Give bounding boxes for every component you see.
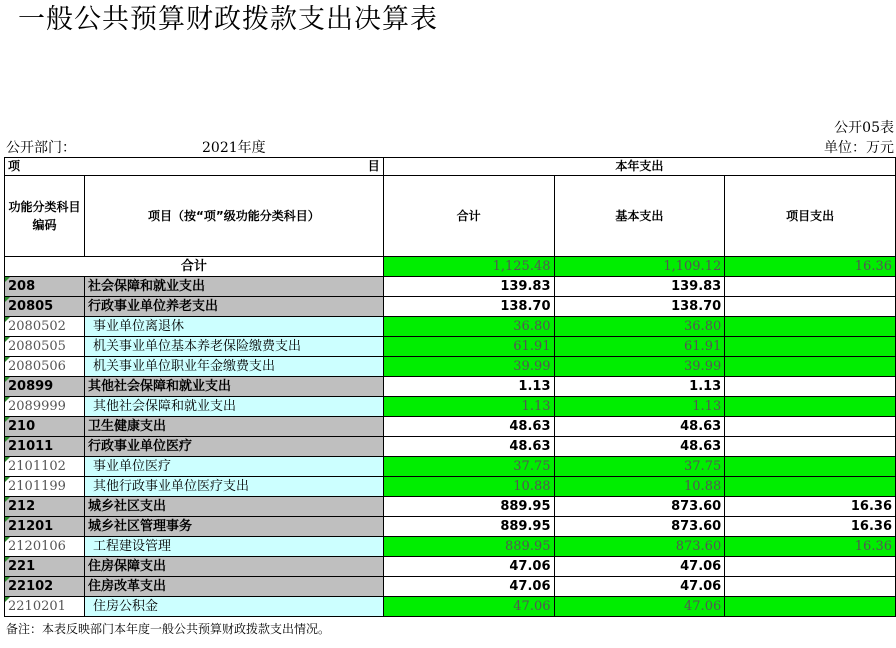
row-name: 事业单位离退休	[84, 317, 383, 337]
row-name: 机关事业单位职业年金缴费支出	[84, 357, 383, 377]
row-name: 住房保障支出	[84, 557, 383, 577]
row-code: 221	[5, 557, 85, 577]
row-project	[725, 337, 896, 357]
row-total: 139.83	[383, 277, 554, 297]
row-basic: 36.80	[554, 317, 725, 337]
unit-label: 单位：万元	[824, 140, 894, 156]
row-name: 卫生健康支出	[84, 417, 383, 437]
row-basic: 47.06	[554, 577, 725, 597]
table-row	[5, 557, 896, 577]
row-code: 2210201	[5, 597, 85, 617]
row-basic: 10.88	[554, 477, 725, 497]
form-number: 公开05表	[834, 120, 894, 136]
report-title: 一般公共预算财政拨款支出决算表	[18, 4, 438, 35]
row-project: 16.36	[725, 517, 896, 537]
row-total: 47.06	[383, 577, 554, 597]
expenditure-table	[4, 157, 896, 617]
row-project: 16.36	[725, 497, 896, 517]
table-row	[5, 417, 896, 437]
row-total: 37.75	[383, 457, 554, 477]
row-name: 事业单位医疗	[84, 457, 383, 477]
row-basic: 139.83	[554, 277, 725, 297]
row-name: 行政事业单位医疗	[84, 437, 383, 457]
row-basic: 1.13	[554, 377, 725, 397]
total-row-total: 1,125.48	[383, 257, 554, 277]
row-code: 20899	[5, 377, 85, 397]
table-note: 备注：本表反映部门本年度一般公共预算财政拨款支出情况。	[6, 622, 331, 636]
row-project	[725, 457, 896, 477]
row-name: 城乡社区管理事务	[84, 517, 383, 537]
row-name: 住房改革支出	[84, 577, 383, 597]
row-total: 10.88	[383, 477, 554, 497]
table-row	[5, 597, 896, 617]
item-header-cell	[5, 158, 384, 176]
row-total: 889.95	[383, 517, 554, 537]
row-code: 21201	[5, 517, 85, 537]
row-basic: 61.91	[554, 337, 725, 357]
row-basic: 138.70	[554, 297, 725, 317]
row-project	[725, 357, 896, 377]
row-basic: 47.06	[554, 557, 725, 577]
table-row	[5, 377, 896, 397]
total-row-project: 16.36	[725, 257, 896, 277]
row-code: 2080502	[5, 317, 85, 337]
row-total: 1.13	[383, 377, 554, 397]
row-basic: 47.06	[554, 597, 725, 617]
table-row	[5, 437, 896, 457]
row-code: 212	[5, 497, 85, 517]
table-row	[5, 297, 896, 317]
row-total: 47.06	[383, 557, 554, 577]
row-total: 61.91	[383, 337, 554, 357]
total-row	[5, 257, 896, 277]
table-row	[5, 357, 896, 377]
row-code: 2101199	[5, 477, 85, 497]
row-name: 工程建设管理	[84, 537, 383, 557]
table-row	[5, 517, 896, 537]
row-code: 210	[5, 417, 85, 437]
row-name: 其他社会保障和就业支出	[84, 377, 383, 397]
row-basic: 39.99	[554, 357, 725, 377]
row-basic: 1.13	[554, 397, 725, 417]
row-total: 36.80	[383, 317, 554, 337]
row-name: 社会保障和就业支出	[84, 277, 383, 297]
basic-column-header: 基本支出	[554, 176, 725, 257]
header-row-1	[5, 158, 896, 176]
table-row	[5, 497, 896, 517]
table-row	[5, 317, 896, 337]
total-column-header: 合计	[383, 176, 554, 257]
row-total: 889.95	[383, 497, 554, 517]
row-project	[725, 317, 896, 337]
name-column-header: 项目（按“项”级功能分类科目）	[84, 176, 383, 257]
table-row	[5, 337, 896, 357]
row-project	[725, 377, 896, 397]
item-header-right: 目	[367, 159, 380, 173]
row-name: 机关事业单位基本养老保险缴费支出	[84, 337, 383, 357]
row-code: 2080506	[5, 357, 85, 377]
table-row	[5, 577, 896, 597]
row-total: 138.70	[383, 297, 554, 317]
total-row-basic: 1,109.12	[554, 257, 725, 277]
table-row	[5, 477, 896, 497]
row-code: 2101102	[5, 457, 85, 477]
row-name: 其他社会保障和就业支出	[84, 397, 383, 417]
row-basic: 873.60	[554, 537, 725, 557]
project-column-header: 项目支出	[725, 176, 896, 257]
table-row	[5, 537, 896, 557]
total-row-label: 合计	[5, 257, 384, 277]
report-year: 2021年度	[202, 140, 266, 156]
row-total: 48.63	[383, 437, 554, 457]
current-year-header: 本年支出	[383, 158, 895, 176]
row-name: 城乡社区支出	[84, 497, 383, 517]
row-basic: 873.60	[554, 497, 725, 517]
row-basic: 48.63	[554, 437, 725, 457]
dept-label: 公开部门：	[6, 140, 76, 156]
row-project: 16.36	[725, 537, 896, 557]
row-total: 889.95	[383, 537, 554, 557]
row-project	[725, 297, 896, 317]
row-name: 行政事业单位养老支出	[84, 297, 383, 317]
row-total: 39.99	[383, 357, 554, 377]
row-code: 2089999	[5, 397, 85, 417]
row-name: 其他行政事业单位医疗支出	[84, 477, 383, 497]
row-project	[725, 557, 896, 577]
row-total: 47.06	[383, 597, 554, 617]
row-basic: 873.60	[554, 517, 725, 537]
row-basic: 37.75	[554, 457, 725, 477]
row-code: 22102	[5, 577, 85, 597]
row-project	[725, 597, 896, 617]
row-project	[725, 417, 896, 437]
row-basic: 48.63	[554, 417, 725, 437]
row-total: 1.13	[383, 397, 554, 417]
row-project	[725, 397, 896, 417]
row-project	[725, 437, 896, 457]
table-row	[5, 457, 896, 477]
row-code: 2120106	[5, 537, 85, 557]
row-code: 20805	[5, 297, 85, 317]
item-header-left: 项	[8, 159, 21, 173]
row-total: 48.63	[383, 417, 554, 437]
table-row	[5, 277, 896, 297]
row-code: 2080505	[5, 337, 85, 357]
header-row-2	[5, 176, 896, 257]
row-code: 21011	[5, 437, 85, 457]
row-code: 208	[5, 277, 85, 297]
row-project	[725, 477, 896, 497]
row-name: 住房公积金	[84, 597, 383, 617]
row-project	[725, 277, 896, 297]
code-column-header: 功能分类科目编码	[5, 176, 85, 257]
row-project	[725, 577, 896, 597]
table-row	[5, 397, 896, 417]
